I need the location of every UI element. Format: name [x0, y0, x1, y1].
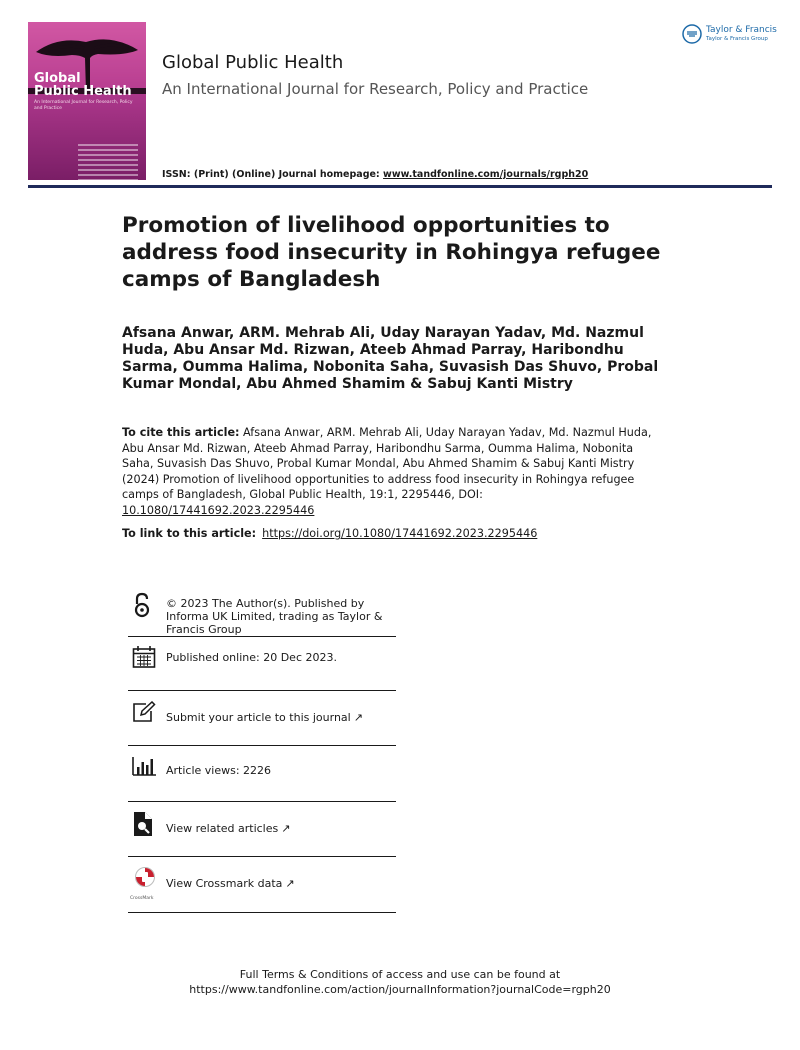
submit-item[interactable]	[128, 691, 396, 746]
edit-icon	[132, 701, 156, 723]
taylor-francis-icon	[682, 24, 702, 44]
journal-subtitle: An International Journal for Research, Policy and Practice	[162, 80, 589, 98]
citation-label: To cite this article:	[122, 426, 240, 439]
license-item	[128, 586, 396, 637]
header-divider	[28, 185, 772, 188]
publisher-group: Taylor & Francis Group	[706, 36, 768, 42]
crossmark-item[interactable]	[128, 857, 396, 913]
external-link-icon: ↗	[281, 822, 291, 835]
crossmark-link[interactable]: View Crossmark data	[166, 877, 283, 890]
cover-title: Global Public Health	[34, 71, 132, 99]
citation-doi-link[interactable]: 10.1080/17441692.2023.2295446	[122, 503, 315, 517]
publisher-name: Taylor & Francis	[706, 25, 777, 35]
publisher-logo	[682, 24, 782, 48]
journal-homepage-link[interactable]: www.tandfonline.com/journals/rgph20	[383, 169, 589, 180]
article-doi-link[interactable]: https://doi.org/10.1080/17441692.2023.2295446	[262, 527, 538, 540]
related-item[interactable]	[128, 802, 396, 857]
terms-footer	[0, 967, 800, 997]
related-articles-link[interactable]: View related articles	[166, 822, 279, 835]
published-item	[128, 637, 396, 691]
bar-chart-icon	[132, 756, 156, 776]
crossmark-logo-text: CrossMark	[130, 896, 154, 901]
link-label: To link to this article:	[122, 527, 257, 540]
journal-title: Global Public Health	[162, 52, 344, 73]
article-title: Promotion of livelihood opportunities to address food insecurity in Rohingya refugee camps of Bangladesh	[122, 213, 661, 292]
external-link-icon: ↗	[353, 711, 363, 724]
license-text: © 2023 The Author(s). Published by Informa UK Limited, trading as Taylor & Francis Group	[166, 597, 383, 636]
issn-line: ISSN: (Print) (Online) Journal homepage: www.tandfonline.com/journals/rgph20	[162, 169, 589, 180]
cover-text-lines	[78, 144, 138, 180]
cover-subtitle: An International Journal for Research, Policy and Practice	[34, 100, 133, 111]
crossmark-icon	[132, 866, 158, 896]
views-item	[128, 746, 396, 802]
published-date: Published online: 20 Dec 2023.	[166, 651, 337, 664]
footer-line: Full Terms & Conditions of access and use can be found at	[239, 968, 561, 981]
citation-text: Afsana Anwar, ARM. Mehrab Ali, Uday Narayan Yadav, Md. Nazmul Huda, Abu Ansar Md. Rizwan, Ateeb Ahmad Parray, Haribondhu Sarma, Oumma Halima, Nobonita Saha, Suvasish Das Shuvo, Probal Kumar Mondal, Abu Ahmed Shamim & Sabuj Kanti Mistry (2024) Promotion of livelihood opportunities to address food insecurity in Rohingya refugee camps of Bangladesh, Global Public Health, 19:1, 2295446, DOI:	[122, 426, 652, 501]
article-info-list	[128, 586, 396, 913]
calendar-icon	[132, 645, 156, 669]
article-views: Article views: 2226	[166, 764, 272, 777]
related-articles-icon	[132, 811, 154, 837]
submit-article-link[interactable]: Submit your article to this journal	[166, 711, 351, 724]
terms-url[interactable]: https://www.tandfonline.com/action/journalInformation?journalCode=rgph20	[189, 983, 611, 996]
article-link-line	[122, 527, 682, 540]
open-access-icon	[132, 592, 152, 618]
journal-cover	[28, 22, 146, 180]
citation-block	[122, 425, 662, 518]
article-authors: Afsana Anwar, ARM. Mehrab Ali, Uday Narayan Yadav, Md. Nazmul Huda, Abu Ansar Md. Rizwan, Ateeb Ahmad Parray, Haribondhu Sarma, Oumma Halima, Nobonita Saha, Suvasish Das Shuvo, Probal Kumar Mondal, Abu Ahmed Shamim & Sabuj Kanti Mistry	[122, 325, 659, 392]
external-link-icon: ↗	[285, 877, 295, 890]
